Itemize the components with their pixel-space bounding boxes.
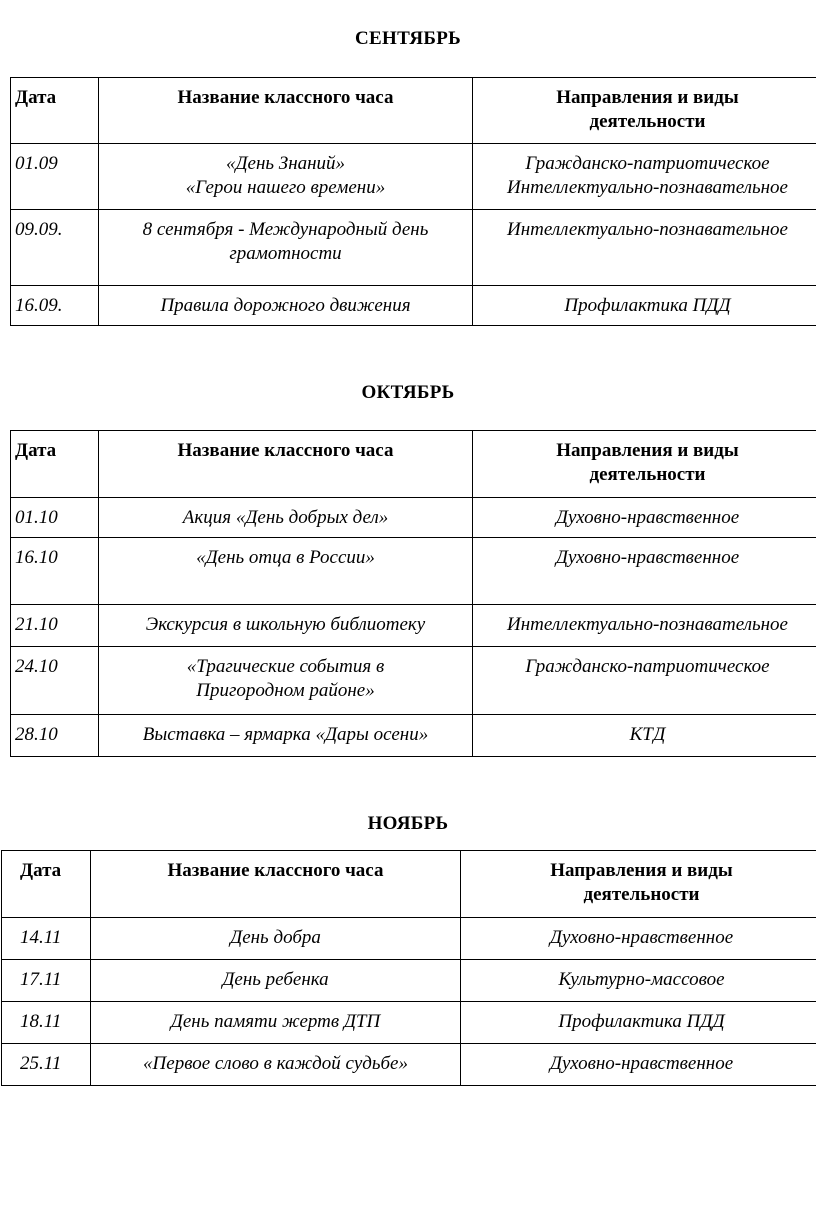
cell-title: День добра: [91, 918, 461, 960]
header-title: Название классного часа: [91, 851, 461, 918]
cell-direction: Духовно-нравственное: [473, 538, 816, 605]
header-direction: Направления и виды деятельности: [461, 851, 816, 918]
cell-title: «День отца в России»: [99, 538, 473, 605]
header-date: Дата: [11, 431, 99, 498]
table-row: [11, 144, 816, 210]
header-title: Название классного часа: [99, 78, 473, 144]
table-row: [11, 605, 816, 647]
header-direction: Направления и виды деятельности: [473, 78, 816, 144]
cell-direction: Интеллектуально-познавательное: [473, 210, 816, 286]
november-table: [1, 850, 816, 1086]
october-table: [10, 430, 816, 757]
cell-date: 09.09.: [11, 210, 99, 286]
cell-direction: КТД: [473, 715, 816, 757]
cell-date: 24.10: [11, 647, 99, 715]
cell-date: 18.11: [2, 1002, 91, 1044]
table-row: [2, 1044, 816, 1086]
september-table: [10, 77, 816, 326]
table-row: [11, 286, 816, 326]
cell-date: 25.11: [2, 1044, 91, 1086]
cell-title: День памяти жертв ДТП: [91, 1002, 461, 1044]
cell-direction: Профилактика ПДД: [473, 286, 816, 326]
cell-direction: Духовно-нравственное: [461, 1044, 816, 1086]
cell-direction: Культурно-массовое: [461, 960, 816, 1002]
month-heading-november: НОЯБРЬ: [367, 813, 449, 834]
cell-date: 21.10: [11, 605, 99, 647]
month-heading-october: ОКТЯБРЬ: [361, 382, 455, 403]
table-row: [11, 538, 816, 605]
cell-date: 17.11: [2, 960, 91, 1002]
cell-date: 01.09: [11, 144, 99, 210]
cell-title: «День Знаний» «Герои нашего времени»: [99, 144, 473, 210]
table-row: [11, 647, 816, 715]
table-row: [11, 210, 816, 286]
header-direction: Направления и виды деятельности: [473, 431, 816, 498]
cell-direction: Гражданско-патриотическое: [473, 647, 816, 715]
cell-title: Правила дорожного движения: [99, 286, 473, 326]
month-heading-september: СЕНТЯБРЬ: [355, 28, 461, 49]
cell-direction: Духовно-нравственное: [461, 918, 816, 960]
cell-title: «Трагические события в Пригородном районе»: [99, 647, 473, 715]
cell-date: 16.09.: [11, 286, 99, 326]
table-row: [11, 498, 816, 538]
cell-title: 8 сентября - Международный день грамотности: [99, 210, 473, 286]
cell-title: День ребенка: [91, 960, 461, 1002]
table-header-row: [2, 851, 816, 918]
table-row: [2, 960, 816, 1002]
header-title: Название классного часа: [99, 431, 473, 498]
cell-date: 16.10: [11, 538, 99, 605]
cell-direction: Профилактика ПДД: [461, 1002, 816, 1044]
cell-direction: Духовно-нравственное: [473, 498, 816, 538]
cell-date: 14.11: [2, 918, 91, 960]
cell-title: Экскурсия в школьную библиотеку: [99, 605, 473, 647]
cell-date: 01.10: [11, 498, 99, 538]
cell-direction: Гражданско-патриотическое Интеллектуально-познавательное: [473, 144, 816, 210]
header-date: Дата: [2, 851, 91, 918]
cell-title: «Первое слово в каждой судьбе»: [91, 1044, 461, 1086]
cell-title: Выставка – ярмарка «Дары осени»: [99, 715, 473, 757]
table-row: [2, 1002, 816, 1044]
cell-date: 28.10: [11, 715, 99, 757]
cell-title: Акция «День добрых дел»: [99, 498, 473, 538]
cell-direction: Интеллектуально-познавательное: [473, 605, 816, 647]
table-header-row: [11, 431, 816, 498]
header-date: Дата: [11, 78, 99, 144]
table-row: [2, 918, 816, 960]
table-row: [11, 715, 816, 757]
table-header-row: [11, 78, 816, 144]
